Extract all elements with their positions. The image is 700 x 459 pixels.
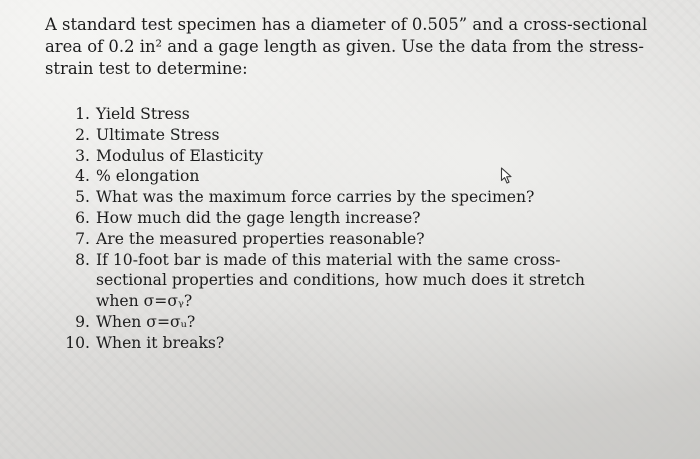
item-number: 3. [75, 146, 90, 165]
list-item [66, 312, 626, 333]
mouse-pointer-icon [500, 167, 514, 185]
item-text: Ultimate Stress [96, 125, 220, 144]
item-text: Modulus of Elasticity [96, 146, 264, 165]
item-number: 5. [75, 188, 90, 207]
list-item [66, 187, 626, 208]
item-number: 4. [75, 167, 90, 186]
list-item [66, 166, 626, 187]
list-item [66, 125, 626, 146]
list-item [66, 208, 626, 229]
list-item [66, 333, 626, 354]
list-item [66, 250, 626, 312]
item-number: 9. [75, 312, 90, 331]
item-text: Are the measured properties reasonable? [96, 229, 425, 248]
item-number: 1. [75, 105, 90, 123]
item-text: How much did the gage length increase? [96, 208, 421, 227]
item-text: When it breaks? [96, 333, 225, 352]
list-item [66, 104, 626, 125]
item-number: 8. [75, 250, 90, 269]
item-number: 10. [65, 333, 90, 352]
list-item [66, 146, 626, 167]
item-text: % elongation [96, 167, 200, 186]
item-text: What was the maximum force carries by the specimen? [96, 188, 535, 207]
item-text: If 10-foot bar is made of this material with the same cross-sectional properties and conditions, how much does it stretch when σ=σᵧ? [96, 250, 585, 311]
item-text: When σ=σᵤ? [96, 312, 196, 331]
item-number: 6. [75, 208, 90, 227]
list-item [66, 229, 626, 250]
item-number: 7. [75, 229, 90, 248]
problem-intro: A standard test specimen has a diameter of 0.505” and a cross-sectional area of 0.2 in² and a gage length as given. Use the data from the stress-strain test to determine: [45, 15, 648, 78]
item-text: Yield Stress [96, 105, 190, 123]
item-number: 2. [75, 125, 90, 144]
question-list [66, 104, 626, 354]
